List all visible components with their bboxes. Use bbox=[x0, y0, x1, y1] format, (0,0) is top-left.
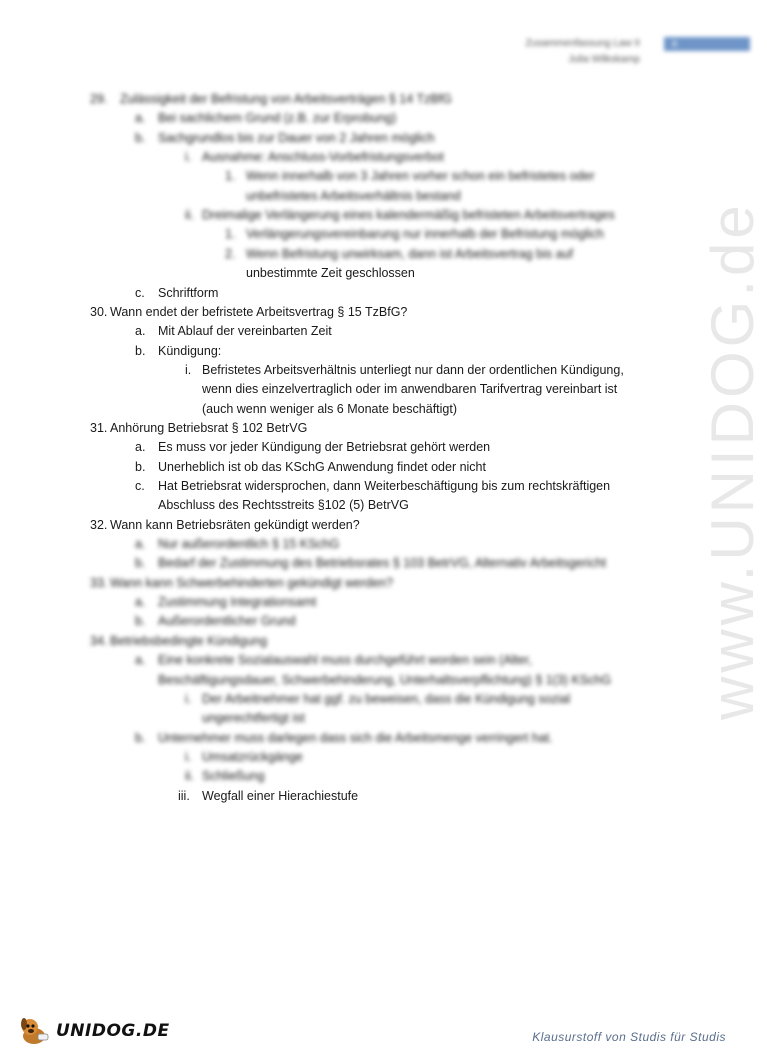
list-marker: 1. bbox=[225, 169, 236, 184]
list-item-text: Anhörung Betriebsrat § 102 BetrVG bbox=[110, 420, 308, 435]
list-item-text: Verlängerungsvereinbarung nur innerhalb der Befristung möglich bbox=[246, 227, 604, 242]
list-item-text: Wann kann Schwerbehinderten gekündigt werden? bbox=[110, 575, 394, 590]
list-marker: b. bbox=[135, 614, 146, 629]
list-item-text: Es muss vor jeder Kündigung der Betriebsrat gehört werden bbox=[158, 440, 491, 455]
list-marker: b. bbox=[135, 730, 146, 745]
list-marker: i. bbox=[185, 749, 192, 764]
list-marker: b. bbox=[135, 459, 146, 474]
list-item-text: Schließung bbox=[202, 769, 265, 784]
footer-tagline: Klausurstoff von Studis für Studis bbox=[532, 1030, 726, 1044]
list-item-text: Unternehmer muss darlegen dass sich die Arbeitsmenge verringert hat. bbox=[158, 730, 553, 745]
list-marker: 2. bbox=[225, 246, 236, 261]
list-item-text: Umsatzrückgänge bbox=[202, 749, 303, 764]
list-item-text: Dreimalige Verlängerung eines kalendermäßig befristeten Arbeitsvertrages bbox=[202, 208, 615, 223]
list-item-text: unbestimmte Zeit geschlossen bbox=[246, 266, 415, 281]
list-marker: i. bbox=[185, 362, 192, 377]
list-marker: ii. bbox=[185, 769, 195, 784]
page-number-box bbox=[664, 37, 750, 51]
list-item-text: Bei sachlichem Grund (z.B. zur Erprobung) bbox=[158, 111, 397, 126]
list-marker: 33. bbox=[90, 575, 108, 590]
list-marker: iii. bbox=[178, 788, 190, 803]
list-item-text: Sachgrundlos bis zur Dauer von 2 Jahren möglich bbox=[158, 130, 435, 145]
list-item-text: Beschäftigungsdauer, Schwerbehinderung, Unterhaltsverpflichtung) § 1(3) KSchG bbox=[158, 672, 612, 687]
list-marker: b. bbox=[135, 130, 146, 145]
list-item-text: Bedarf der Zustimmung des Betriebsrates § 103 BetrVG, Alternativ Arbeitsgericht bbox=[158, 556, 607, 571]
list-marker: a. bbox=[135, 440, 146, 455]
list-marker: a. bbox=[135, 324, 146, 339]
watermark: www.UNIDOG.de bbox=[699, 201, 766, 720]
list-item-text: Nur außerordentlich § 15 KSchG bbox=[158, 537, 340, 552]
list-item-text: (auch wenn weniger als 6 Monate beschäftigt) bbox=[202, 401, 458, 416]
list-item-text: Wenn innerhalb von 3 Jahren vorher schon ein befristetes oder bbox=[246, 169, 595, 184]
list-item-text: unbefristetes Arbeitsverhältnis bestand bbox=[246, 188, 461, 203]
page-number: 8 bbox=[672, 39, 678, 49]
list-marker: 34. bbox=[90, 633, 108, 648]
list-item-text: Eine konkrete Sozialauswahl muss durchgeführt worden sein (Alter, bbox=[158, 653, 532, 668]
list-item-text: Schriftform bbox=[158, 285, 219, 300]
document-header bbox=[526, 36, 641, 68]
list-marker: a. bbox=[135, 537, 146, 552]
list-item-text: Mit Ablauf der vereinbarten Zeit bbox=[158, 324, 332, 339]
list-item-text: Zustimmung Integrationsamt bbox=[158, 595, 317, 610]
list-item-text: Der Arbeitnehmer hat ggf. zu beweisen, dass die Kündigung sozial bbox=[202, 691, 571, 706]
list-marker: a. bbox=[135, 111, 146, 126]
list-marker: c. bbox=[135, 285, 145, 300]
list-marker: a. bbox=[135, 653, 146, 668]
list-marker: i. bbox=[185, 150, 192, 165]
list-item-text: Wenn Befristung unwirksam, dann ist Arbeitsvertrag bis auf bbox=[246, 246, 574, 261]
list-item-text: Kündigung: bbox=[158, 343, 222, 358]
list-marker: b. bbox=[135, 343, 146, 358]
list-item-text: Befristetes Arbeitsverhältnis unterliegt nur dann der ordentlichen Kündigung, bbox=[202, 362, 624, 377]
list-marker: a. bbox=[135, 595, 146, 610]
list-item-text: wenn dies einzelvertraglich oder im anwendbaren Tarifvertrag vereinbart ist bbox=[202, 382, 618, 397]
footer-logo bbox=[18, 1016, 170, 1046]
list-marker: i. bbox=[185, 691, 192, 706]
list-item-text: Wegfall einer Hierachiestufe bbox=[202, 788, 359, 803]
list-item-text: ungerechtfertigt ist bbox=[202, 711, 305, 726]
list-item-text: Hat Betriebsrat widersprochen, dann Weiterbeschäftigung bis zum rechtskräftigen bbox=[158, 479, 611, 493]
list-marker: b. bbox=[135, 556, 146, 571]
list-item-text: Unerheblich ist ob das KSchG Anwendung findet oder nicht bbox=[158, 459, 486, 474]
list-marker: 32. bbox=[90, 517, 108, 532]
dog-logo-icon bbox=[18, 1016, 52, 1046]
list-item-text: Wann endet der befristete Arbeitsvertrag § 15 TzBfG? bbox=[110, 304, 408, 319]
list-marker: 29. bbox=[90, 92, 108, 106]
logo-text: UNIDOG.DE bbox=[56, 1021, 170, 1041]
document-title: Zusammenfassung Law II bbox=[525, 38, 640, 49]
list-marker: ii. bbox=[185, 208, 195, 223]
list-marker: c. bbox=[135, 479, 145, 493]
list-marker: 30. bbox=[90, 304, 108, 319]
list-item-text: Zulässigkeit der Befristung von Arbeitsverträgen § 14 TzBfG bbox=[120, 92, 452, 106]
list-item-text: Betriebsbedingte Kündigung bbox=[110, 633, 268, 648]
list-item-text: Wann kann Betriebsräten gekündigt werden? bbox=[110, 517, 360, 532]
list-item-text: Außerordentlicher Grund bbox=[158, 614, 296, 629]
list-marker: 1. bbox=[225, 227, 236, 242]
list-item-text: Abschluss des Rechtsstreits §102 (5) BetrVG bbox=[158, 498, 409, 513]
list-item-text: Ausnahme: Anschluss-Vorbefristungsverbot bbox=[202, 150, 444, 165]
document-author: Julia Wilkskamp bbox=[568, 54, 640, 65]
list-marker: 31. bbox=[90, 420, 108, 435]
